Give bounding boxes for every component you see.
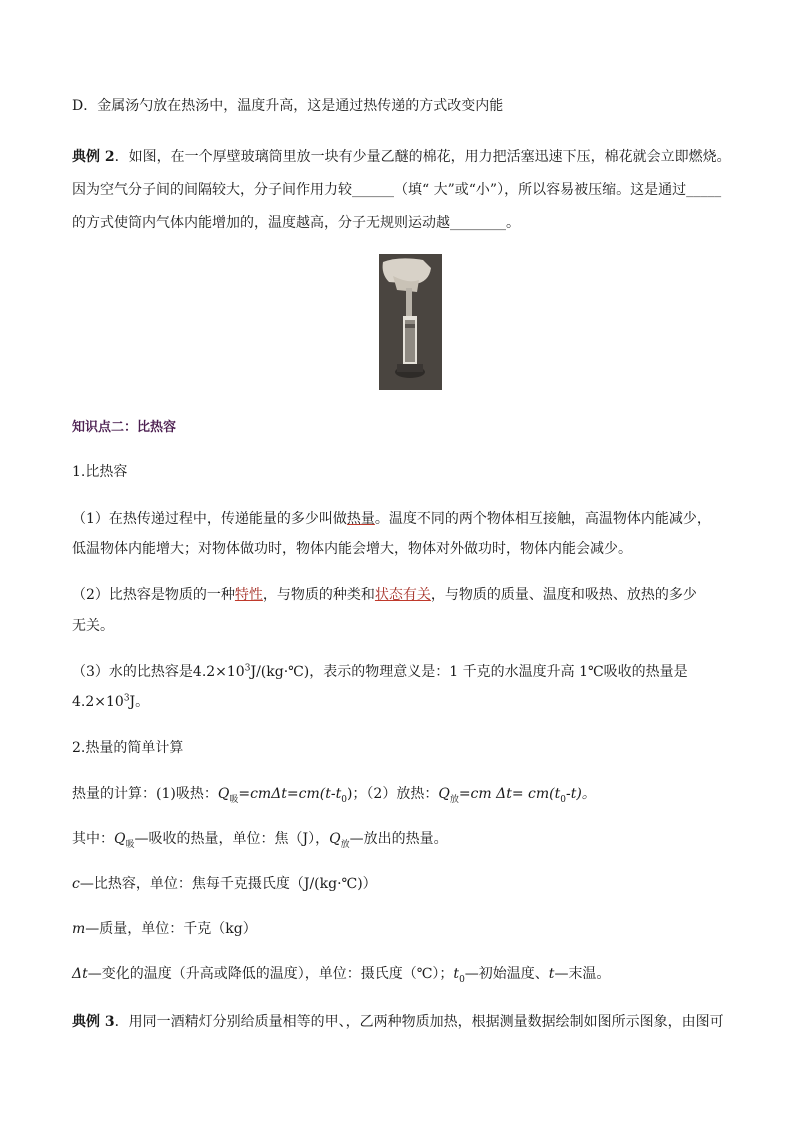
p2-text-c: ，与物质的质量、温度和吸热、放热的多少 <box>430 587 697 603</box>
knowledge-point-2-heading: 知识点二：比热容 <box>72 420 177 435</box>
p3-text-d: J。 <box>129 694 150 710</box>
calc-sub-0-2: 0 <box>560 794 566 805</box>
example-2-line-3: 的方式使筒内气体内能增加的，温度越高，分子无规则运动越________。 <box>72 215 520 231</box>
example-3-line-1 <box>72 1012 724 1032</box>
calc-sub-0: 0 <box>341 794 347 805</box>
calc-sub-release: 放 <box>449 794 459 805</box>
c-definition: —比热容，单位：焦每千克摄氏度（J/(kg·℃)） <box>79 876 377 892</box>
calc-text-a: 热量的计算：(1)吸热： <box>72 786 218 802</box>
piston-cylinder-photo <box>379 254 442 390</box>
calc-formula-2: =cm Δt= cm(t <box>458 786 561 802</box>
p1-text-a: （1）在热传递过程中，传递能量的多少叫做 <box>72 511 347 527</box>
calc-formula-2-end: -t)。 <box>565 786 596 802</box>
calc-text-b: )；（2）放热： <box>346 786 439 802</box>
dt-text-c: —末温。 <box>554 966 611 982</box>
example-3-text-1: ．用同一酒精灯分别给质量相等的甲、，乙两种物质加热，根据测量数据绘制如图所示图象，由图可 <box>114 1014 724 1030</box>
where-text-a: 其中： <box>72 831 114 847</box>
m-definition: —质量，单位：千克（kg） <box>85 921 257 937</box>
paragraph-2-line-2: 无关。 <box>72 618 114 634</box>
calc-formula-1: =cmΔt=cm(t-t <box>238 786 342 802</box>
m-definition-line <box>72 919 257 939</box>
c-variable: c <box>72 876 80 892</box>
paragraph-3-line-1 <box>72 662 688 682</box>
example-2-text-1: ．如图，在一个厚壁玻璃筒里放一块有少量乙醚的棉花，用力把活塞迅速下压，棉花就会立即燃烧。 <box>114 149 731 165</box>
where-sub-release: 放 <box>340 839 350 850</box>
section-2-heading: 2.热量的简单计算 <box>72 740 184 756</box>
calc-q-absorb: Q <box>217 786 230 802</box>
p3-text-b: J/(kg·℃)，表示的物理意义是：1 千克的水温度升高 1℃吸收的热量是 <box>250 664 688 680</box>
where-text-c: —放出的热量。 <box>349 831 448 847</box>
dt-text-b: —初始温度、 <box>464 966 549 982</box>
dt-text-a: —变化的温度（升高或降低的温度），单位：摄氏度（℃）； <box>87 966 454 982</box>
p3-superscript: 3 <box>244 663 251 674</box>
section-1-heading: 1.比热容 <box>72 464 128 480</box>
p1-underlined-term: 热量 <box>346 511 375 527</box>
paragraph-1-line-2: 低温物体内能增大；对物体做功时，物体内能会增大，物体对外做功时，物体内能会减少。 <box>72 541 632 557</box>
p3-text-a: （3）水的比热容是4.2×10 <box>72 664 245 680</box>
t0-subscript: 0 <box>459 974 465 985</box>
p2-underlined-term-1: 特性 <box>234 587 263 603</box>
example-2-label: 典例 2 <box>72 149 115 165</box>
t-variable: t <box>548 966 555 982</box>
example-2-line-2: 因为空气分子间的间隔较大，分子间作用力较______（填“ 大”或“小”），所以容易被压缩。这是通过_____ <box>72 182 722 198</box>
p3-superscript-2: 3 <box>123 693 130 704</box>
where-q-release: Q <box>329 831 341 847</box>
dt-variable: Δt <box>72 966 88 982</box>
paragraph-3-line-2 <box>72 692 149 712</box>
example-2-line-1 <box>72 147 731 167</box>
dt-definition-line <box>72 964 610 984</box>
paragraph-2-line-1 <box>72 585 697 605</box>
where-text-b: —吸收的热量，单位：焦（J）， <box>134 831 330 847</box>
paragraph-1-line-1 <box>72 509 711 529</box>
where-line <box>72 829 448 849</box>
example-3-label: 典例 3 <box>72 1014 115 1030</box>
p2-text-b: ，与物质的种类和 <box>262 587 375 603</box>
t0-variable: t <box>453 966 460 982</box>
option-d-text: D．金属汤勺放在热汤中，温度升高，这是通过热传递的方式改变内能 <box>72 98 504 114</box>
where-sub-absorb: 吸 <box>125 839 135 850</box>
piston-cylinder-image <box>379 254 442 390</box>
p2-text-a: （2）比热容是物质的一种 <box>72 587 235 603</box>
p2-underlined-term-2: 状态有关 <box>374 587 431 603</box>
m-variable: m <box>72 921 86 937</box>
c-definition-line <box>72 874 377 894</box>
where-q-absorb: Q <box>114 831 126 847</box>
p3-text-c: 4.2×10 <box>72 694 124 710</box>
calc-q-release: Q <box>438 786 450 802</box>
calc-sub-absorb: 吸 <box>229 794 239 805</box>
heat-formula-line <box>72 784 596 804</box>
p1-text-b: 。温度不同的两个物体相互接触，高温物体内能减少， <box>374 511 711 527</box>
